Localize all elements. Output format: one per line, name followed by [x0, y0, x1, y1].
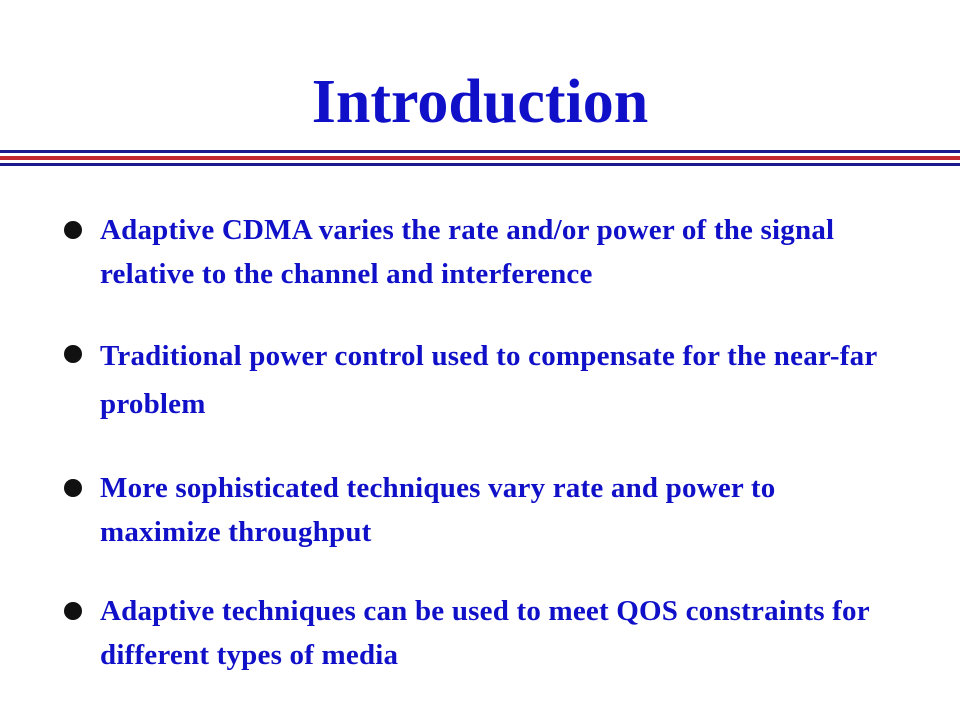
slide-title: Introduction	[311, 68, 649, 136]
bullet-dot-icon	[64, 479, 82, 497]
bullet-text: More sophisticated techniques vary rate and power to maximize throughput	[100, 472, 776, 548]
bullet-dot-icon	[64, 345, 82, 363]
title-divider-bottom-blue	[0, 163, 960, 166]
title-divider-top-blue	[0, 150, 960, 153]
bullet-text: Adaptive techniques can be used to meet QOS constraints for different types of media	[100, 595, 870, 671]
bullet-dot-icon	[64, 602, 82, 620]
bullet-dot-icon	[64, 221, 82, 239]
title-divider-red	[0, 156, 960, 160]
bullet-text: Traditional power control used to compensate for the near-far problem	[100, 340, 877, 420]
bullet-text: Adaptive CDMA varies the rate and/or power of the signal relative to the channel and interference	[100, 214, 835, 290]
